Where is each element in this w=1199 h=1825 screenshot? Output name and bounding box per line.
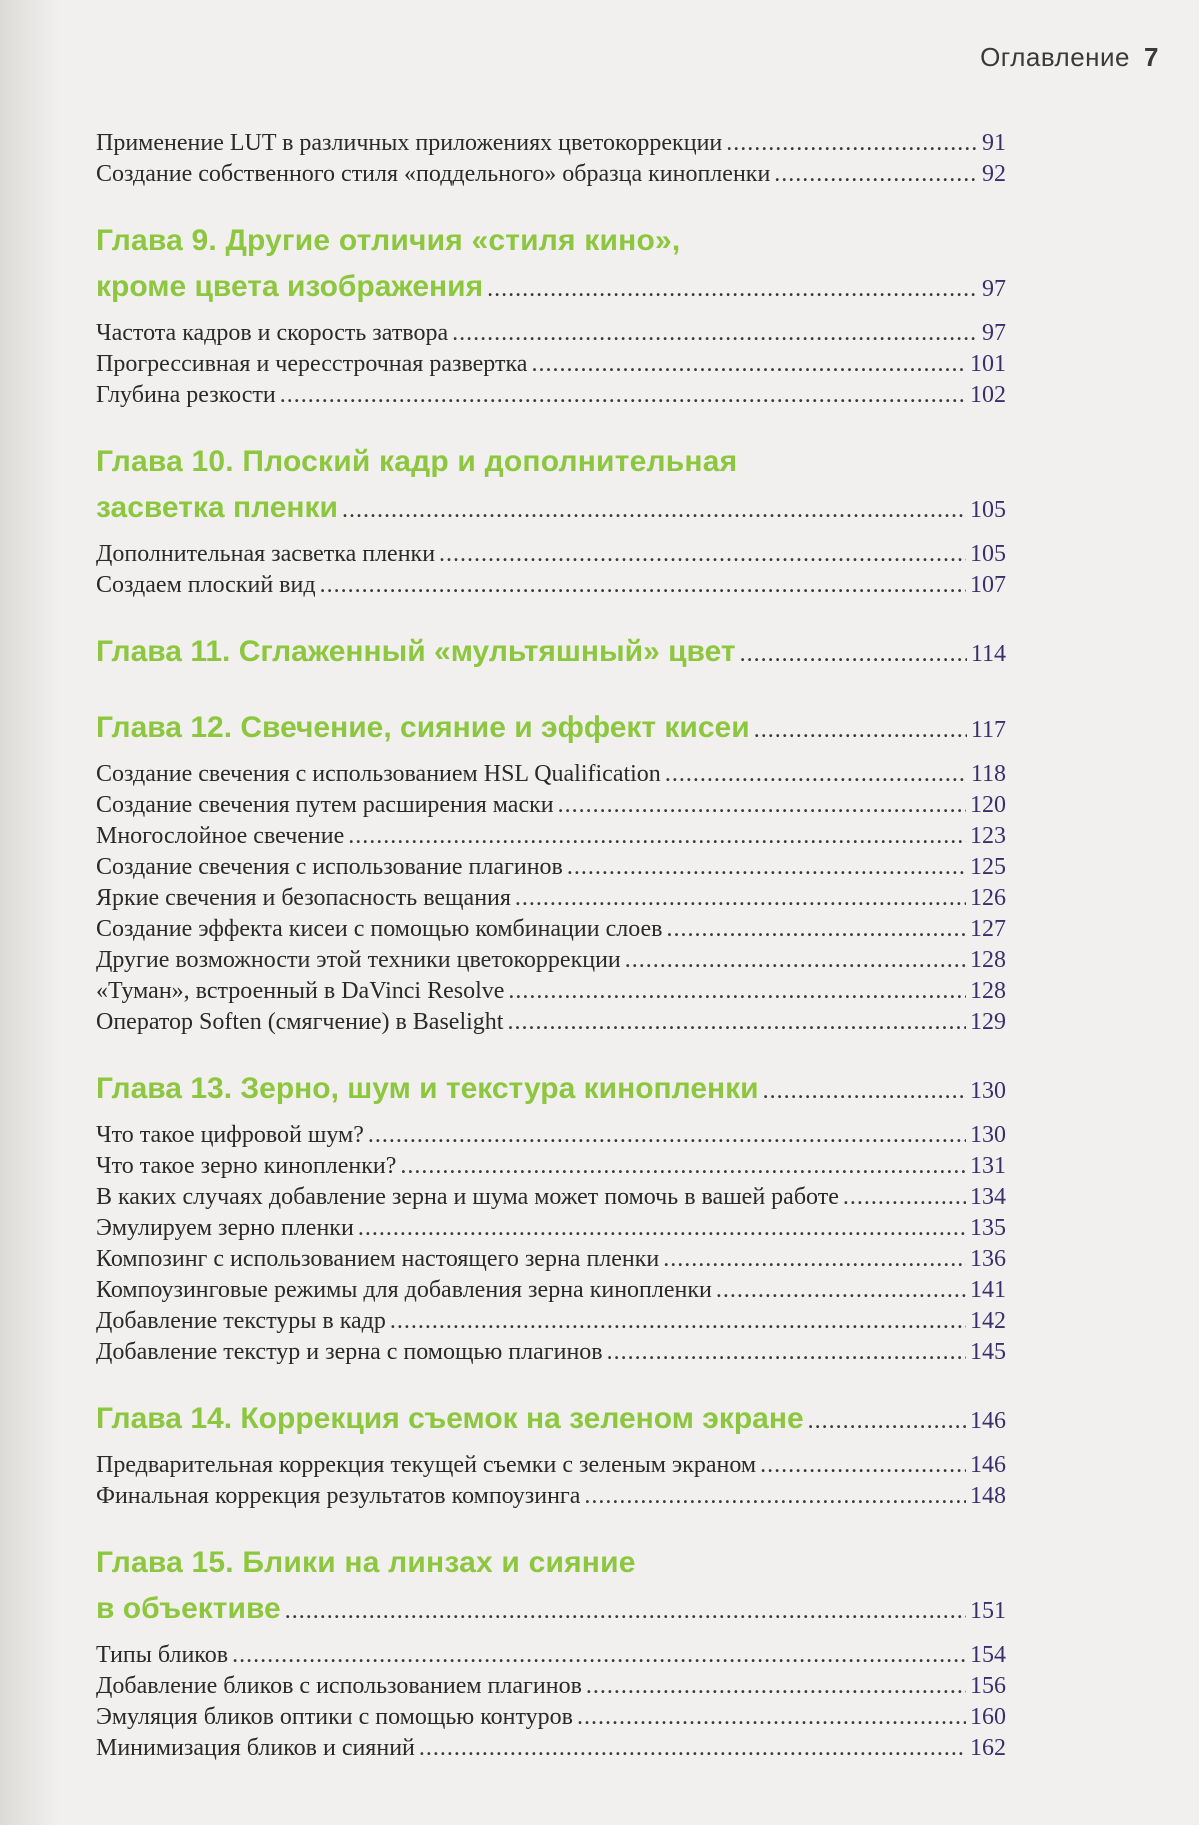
- entry-title: Многослойное свечение: [96, 823, 345, 849]
- entry-page-number: 92: [982, 161, 1006, 187]
- leader-dots: [760, 1450, 966, 1481]
- chapter-title-line: Глава 15. Блики на линзах и сияние: [96, 1546, 636, 1579]
- entry-page-number: 141: [970, 1277, 1006, 1303]
- entry-page-number: 128: [970, 978, 1006, 1004]
- entry-title: «Туман», встроенный в DaVinci Resolve: [96, 978, 505, 1004]
- entry-title: Прогрессивная и чересстрочная развертка: [96, 351, 528, 377]
- entry-page-number: 123: [970, 823, 1006, 849]
- chapter-entry[interactable]: [96, 705, 1006, 753]
- entry-page-number: 125: [970, 854, 1006, 880]
- toc-entry[interactable]: [96, 1671, 1006, 1702]
- entry-title: Добавление текстур и зерна с помощью плагинов: [96, 1339, 603, 1365]
- toc-entry[interactable]: [96, 128, 1006, 159]
- entry-page-number: 130: [970, 1122, 1006, 1148]
- entry-title: Другие возможности этой техники цветокоррекции: [96, 947, 621, 973]
- entry-page-number: 156: [970, 1673, 1006, 1699]
- leader-dots: [280, 380, 966, 411]
- leader-dots: [716, 1275, 966, 1306]
- leader-dots: [584, 1481, 966, 1512]
- chapter-title: Глава 13. Зерно, шум и текстура кинопленки: [96, 1072, 759, 1105]
- entry-page-number: 91: [982, 130, 1006, 156]
- entry-page-number: 105: [970, 541, 1006, 567]
- entry-page-number: 146: [970, 1452, 1006, 1478]
- toc-entry[interactable]: [96, 1337, 1006, 1368]
- toc-chapter: [96, 629, 1006, 677]
- entry-title: Создаем плоский вид: [96, 572, 316, 598]
- entry-page-number: 102: [970, 382, 1006, 408]
- toc-entry[interactable]: [96, 759, 1006, 790]
- chapter-entry[interactable]: [96, 1586, 1006, 1634]
- chapter-title-line: Глава 10. Плоский кадр и дополнительная: [96, 445, 738, 478]
- toc-chapter: [96, 128, 1006, 190]
- entry-page-number: 160: [970, 1704, 1006, 1730]
- entry-title: Типы бликов: [96, 1642, 229, 1668]
- entry-page-number: 135: [970, 1215, 1006, 1241]
- leader-dots: [754, 707, 967, 753]
- entry-page-number: 118: [970, 761, 1006, 787]
- entry-page-number: 145: [970, 1339, 1006, 1365]
- chapter-title: Глава 12. Свечение, сияние и эффект кисеи: [96, 711, 750, 744]
- entry-title: Создание собственного стиля «поддельного» образца кинопленки: [96, 161, 771, 187]
- entry-title: Что такое зерно кинопленки?: [96, 1153, 397, 1179]
- entry-page-number: 134: [970, 1184, 1006, 1210]
- entry-title: В каких случаях добавление зерна и шума может помочь в вашей работе: [96, 1184, 839, 1210]
- leader-dots: [586, 1671, 966, 1702]
- chapter-title-line: Глава 9. Другие отличия «стиля кино»,: [96, 224, 681, 257]
- entry-page-number: 127: [970, 916, 1006, 942]
- chapter-page-number: 105: [970, 497, 1006, 523]
- toc-entry[interactable]: [96, 159, 1006, 190]
- entry-title: Частота кадров и скорость затвора: [96, 320, 449, 346]
- leader-dots: [740, 631, 967, 677]
- toc-entry[interactable]: [96, 790, 1006, 821]
- chapter-page-number: 117: [970, 717, 1006, 743]
- page-number: 7: [1144, 42, 1159, 72]
- leader-dots: [515, 883, 966, 914]
- leader-dots: [507, 1007, 966, 1038]
- leader-dots: [531, 349, 966, 380]
- leader-dots: [348, 821, 966, 852]
- leader-dots: [285, 1588, 966, 1634]
- toc-entry[interactable]: [96, 1640, 1006, 1671]
- leader-dots: [487, 266, 978, 312]
- entry-title: Эмуляция бликов оптики с помощью контуров: [96, 1704, 573, 1730]
- chapter-entry[interactable]: [96, 1066, 1006, 1114]
- leader-dots: [320, 570, 966, 601]
- toc-entry[interactable]: [96, 1275, 1006, 1306]
- entry-page-number: 154: [970, 1642, 1006, 1668]
- toc-chapter: [96, 1066, 1006, 1368]
- leader-dots: [439, 539, 966, 570]
- toc-entry[interactable]: [96, 539, 1006, 570]
- leader-dots: [390, 1306, 966, 1337]
- leader-dots: [663, 1244, 966, 1275]
- toc-entry[interactable]: [96, 1733, 1006, 1764]
- entry-title: Яркие свечения и безопасность вещания: [96, 885, 511, 911]
- entry-title: Дополнительная засветка пленки: [96, 541, 436, 567]
- chapter-title: кроме цвета изображения: [96, 270, 484, 303]
- entry-title: Применение LUT в различных приложениях цветокоррекции: [96, 130, 723, 156]
- leader-dots: [368, 1120, 966, 1151]
- chapter-page-number: 146: [970, 1408, 1006, 1434]
- toc-entry[interactable]: [96, 976, 1006, 1007]
- toc-entry[interactable]: [96, 914, 1006, 945]
- leader-dots: [342, 487, 966, 533]
- toc-entry[interactable]: [96, 1182, 1006, 1213]
- leader-dots: [400, 1151, 966, 1182]
- toc-entry[interactable]: [96, 1151, 1006, 1182]
- running-head-title: Оглавление: [980, 42, 1131, 72]
- toc-entry[interactable]: [96, 945, 1006, 976]
- table-of-contents: [96, 128, 1006, 1764]
- toc-chapter: [96, 705, 1006, 1038]
- toc-entry[interactable]: [96, 1481, 1006, 1512]
- toc-chapter: [96, 439, 1006, 601]
- chapter-page-number: 97: [982, 276, 1006, 302]
- entry-title: Минимизация бликов и сияний: [96, 1735, 415, 1761]
- entry-title: Создание свечения путем расширения маски: [96, 792, 554, 818]
- leader-dots: [808, 1398, 966, 1444]
- entry-title: Создание эффекта кисеи с помощью комбинации слоев: [96, 916, 663, 942]
- entry-page-number: 162: [970, 1735, 1006, 1761]
- leader-dots: [358, 1213, 966, 1244]
- entry-page-number: 136: [970, 1246, 1006, 1272]
- entry-page-number: 120: [970, 792, 1006, 818]
- entry-page-number: 148: [970, 1483, 1006, 1509]
- chapter-page-number: 114: [970, 641, 1006, 667]
- chapter-title: в объективе: [96, 1592, 281, 1625]
- leader-dots: [419, 1733, 966, 1764]
- leader-dots: [607, 1337, 966, 1368]
- chapter-entry[interactable]: [96, 485, 1006, 533]
- leader-dots: [625, 945, 966, 976]
- entry-title: Глубина резкости: [96, 382, 276, 408]
- toc-entry[interactable]: [96, 883, 1006, 914]
- entry-title: Создание свечения с использованием HSL Qualification: [96, 761, 661, 787]
- chapter-title: Глава 11. Сглаженный «мультяшный» цвет: [96, 635, 736, 668]
- leader-dots: [665, 759, 967, 790]
- entry-page-number: 107: [970, 572, 1006, 598]
- entry-title: Добавление бликов с использованием плагинов: [96, 1673, 582, 1699]
- toc-entry[interactable]: [96, 1213, 1006, 1244]
- toc-chapter: [96, 218, 1006, 411]
- chapter-title: Глава 14. Коррекция съемок на зеленом экране: [96, 1402, 804, 1435]
- leader-dots: [232, 1640, 966, 1671]
- leader-dots: [567, 852, 966, 883]
- entry-title: Композинг с использованием настоящего зерна пленки: [96, 1246, 660, 1272]
- leader-dots: [667, 914, 967, 945]
- toc-entry[interactable]: [96, 1007, 1006, 1038]
- toc-entry[interactable]: [96, 318, 1006, 349]
- toc-entry[interactable]: [96, 380, 1006, 411]
- chapter-page-number: 151: [970, 1598, 1006, 1624]
- leader-dots: [843, 1182, 966, 1213]
- entry-title: Оператор Soften (смягчение) в Baselight: [96, 1009, 504, 1035]
- entry-page-number: 126: [970, 885, 1006, 911]
- toc-entry[interactable]: [96, 1702, 1006, 1733]
- chapter-entry[interactable]: [96, 1396, 1006, 1444]
- entry-title: Что такое цифровой шум?: [96, 1122, 364, 1148]
- leader-dots: [508, 976, 966, 1007]
- toc-entry[interactable]: [96, 821, 1006, 852]
- entry-page-number: 131: [970, 1153, 1006, 1179]
- leader-dots: [726, 128, 978, 159]
- leader-dots: [577, 1702, 966, 1733]
- toc-entry[interactable]: [96, 1244, 1006, 1275]
- toc-entry[interactable]: [96, 852, 1006, 883]
- entry-title: Компоузинговые режимы для добавления зерна кинопленки: [96, 1277, 712, 1303]
- toc-entry[interactable]: [96, 1120, 1006, 1151]
- chapter-entry[interactable]: [96, 264, 1006, 312]
- toc-chapter: [96, 1396, 1006, 1512]
- entry-page-number: 128: [970, 947, 1006, 973]
- page-gutter-shadow: [0, 0, 60, 1825]
- toc-entry[interactable]: [96, 349, 1006, 380]
- entry-title: Добавление текстуры в кадр: [96, 1308, 386, 1334]
- leader-dots: [558, 790, 966, 821]
- entry-page-number: 101: [970, 351, 1006, 377]
- toc-chapter: [96, 1540, 1006, 1764]
- entry-title: Эмулируем зерно пленки: [96, 1215, 354, 1241]
- chapter-title: засветка пленки: [96, 491, 338, 524]
- leader-dots: [774, 159, 978, 190]
- entry-page-number: 129: [970, 1009, 1006, 1035]
- entry-title: Создание свечения с использование плагинов: [96, 854, 563, 880]
- toc-entry[interactable]: [96, 570, 1006, 601]
- running-head: [980, 42, 1159, 73]
- chapter-page-number: 130: [970, 1078, 1006, 1104]
- entry-page-number: 142: [970, 1308, 1006, 1334]
- entry-title: Предварительная коррекция текущей съемки с зеленым экраном: [96, 1452, 757, 1478]
- toc-entry[interactable]: [96, 1450, 1006, 1481]
- chapter-entry[interactable]: [96, 629, 1006, 677]
- entry-title: Финальная коррекция результатов компоузинга: [96, 1483, 581, 1509]
- entry-page-number: 97: [982, 320, 1006, 346]
- leader-dots: [452, 318, 978, 349]
- leader-dots: [763, 1068, 966, 1114]
- toc-entry[interactable]: [96, 1306, 1006, 1337]
